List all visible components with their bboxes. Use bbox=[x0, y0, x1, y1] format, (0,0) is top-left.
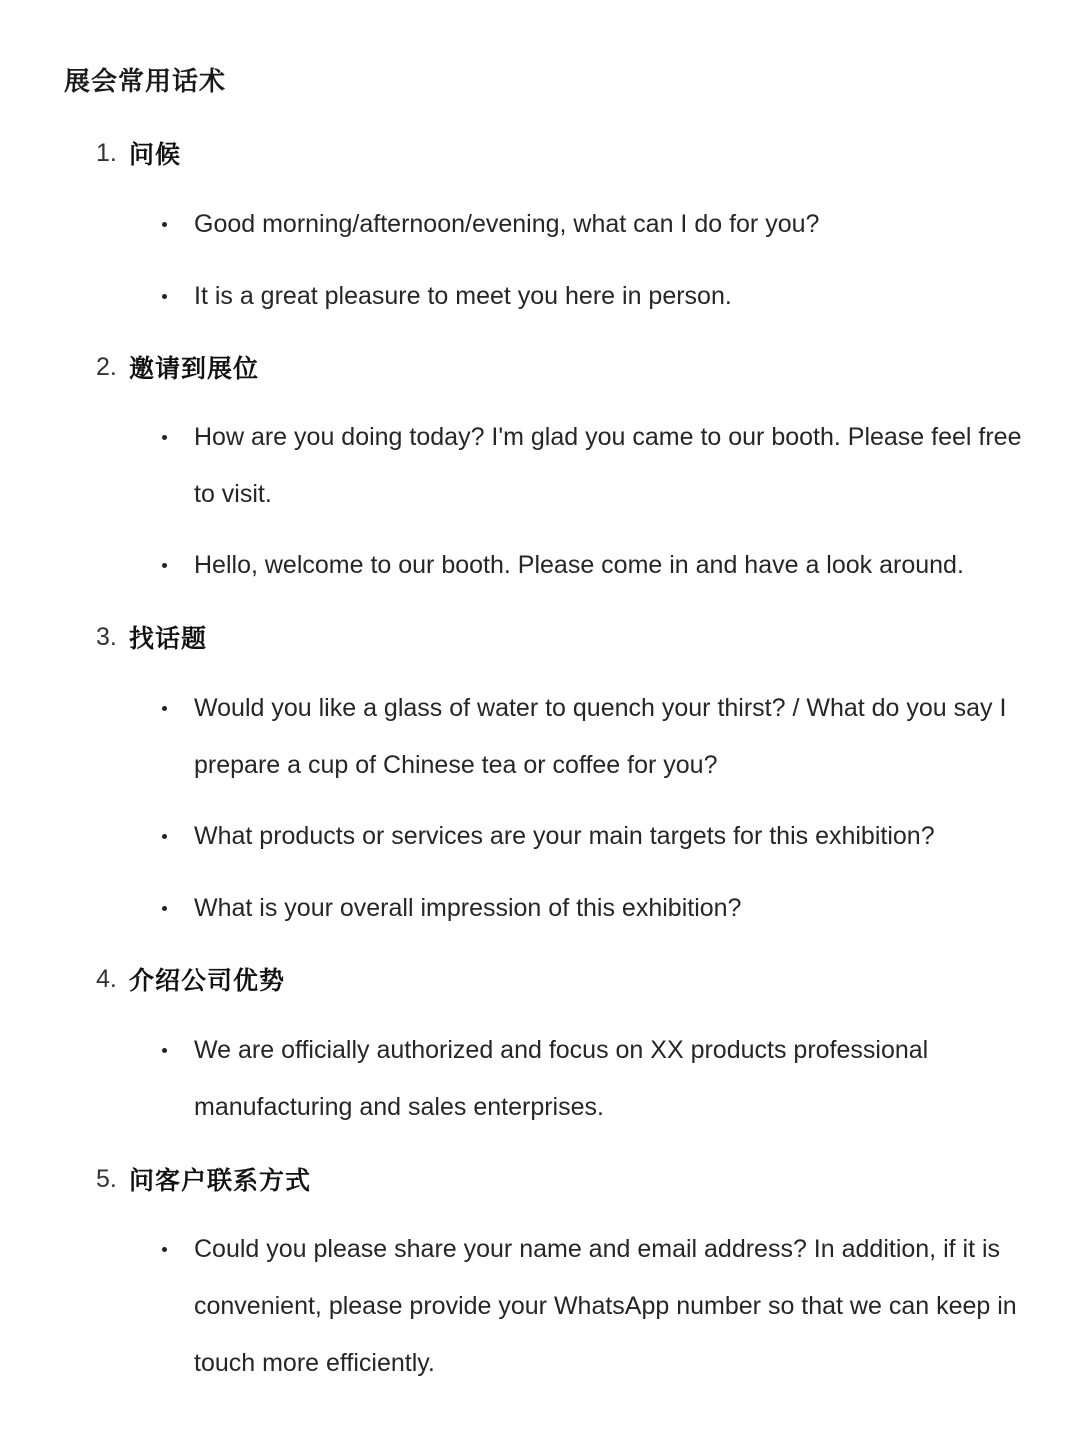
section-number: 1. bbox=[96, 138, 117, 167]
section-heading-company-advantages bbox=[96, 959, 285, 999]
section-number: 5. bbox=[96, 1164, 117, 1193]
list-item: Good morning/afternoon/evening, what can I do for you? bbox=[194, 196, 1024, 253]
list-item: What products or services are your main targets for this exhibition? bbox=[194, 808, 1024, 865]
section-number: 3. bbox=[96, 622, 117, 651]
document-title: 展会常用话术 bbox=[64, 67, 227, 97]
list-item: It is a great pleasure to meet you here in person. bbox=[194, 268, 1024, 325]
list-item: Would you like a glass of water to quench your thirst? / What do you say I prepare a cup of Chinese tea or coffee for you? bbox=[194, 680, 1024, 794]
section-number: 2. bbox=[96, 352, 117, 381]
section-title: 介绍公司优势 bbox=[129, 966, 286, 995]
section-heading-contact-info bbox=[96, 1159, 311, 1199]
section-heading-greeting bbox=[96, 133, 181, 173]
list-item: How are you doing today? I'm glad you came to our booth. Please feel free to visit. bbox=[194, 409, 1024, 523]
section-number: 4. bbox=[96, 964, 117, 993]
section-heading-find-topics bbox=[96, 617, 207, 657]
list-item: Could you please share your name and email address? In addition, if it is convenient, please provide your WhatsApp number so that we can keep in touch more efficiently. bbox=[194, 1221, 1024, 1392]
section-title: 问候 bbox=[129, 140, 182, 169]
section-title: 邀请到展位 bbox=[129, 354, 260, 383]
section-heading-invite-to-booth bbox=[96, 347, 259, 387]
list-item: Hello, welcome to our booth. Please come in and have a look around. bbox=[194, 537, 1044, 594]
section-title: 找话题 bbox=[129, 624, 208, 653]
section-title: 问客户联系方式 bbox=[129, 1166, 312, 1195]
list-item: What is your overall impression of this exhibition? bbox=[194, 880, 1024, 937]
list-item: We are officially authorized and focus on XX products professional manufacturing and sales enterprises. bbox=[194, 1022, 994, 1136]
